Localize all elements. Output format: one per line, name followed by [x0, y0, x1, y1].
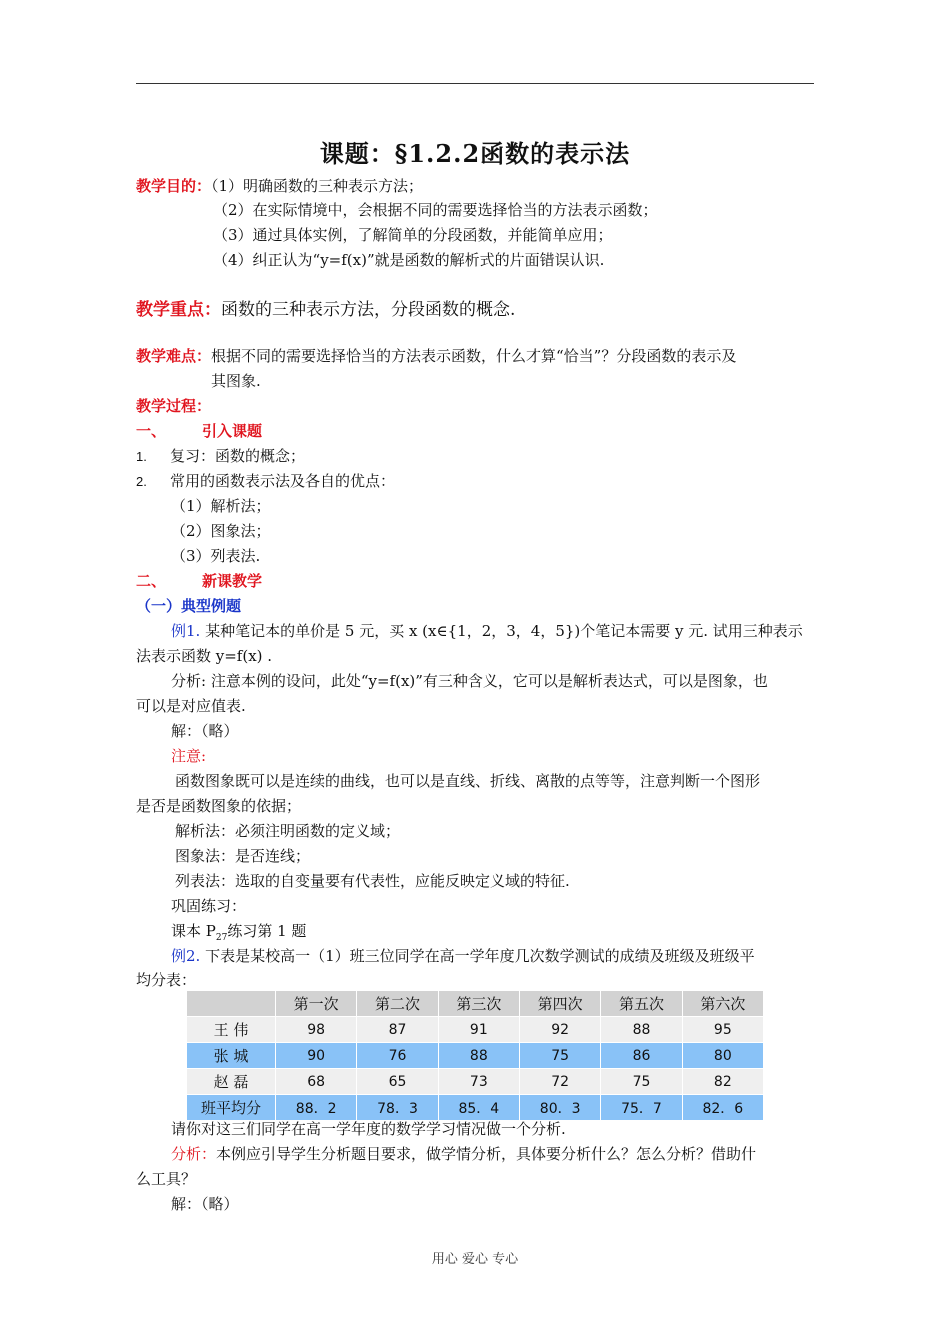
section-2-title: 新课教学	[202, 572, 263, 590]
process-label: 教学过程：	[136, 397, 212, 415]
table-cell: 80	[682, 1043, 763, 1069]
table-cell: 73	[438, 1069, 519, 1095]
list-item-text: 复习：函数的概念；	[170, 447, 306, 465]
table-cell: 75．7	[601, 1095, 682, 1121]
table-cell: 68	[276, 1069, 357, 1095]
table-cell: 88	[438, 1043, 519, 1069]
table-cell: 78．3	[357, 1095, 438, 1121]
section-1-heading	[136, 419, 816, 444]
objectives-label: 教学目的：	[136, 177, 212, 195]
difficulties-label: 教学难点：	[136, 347, 212, 365]
example-2-line-1	[171, 944, 851, 969]
objective-item: （1）明确函数的三种表示方法；	[211, 177, 424, 195]
difficulties-line-2: 其图象.	[211, 372, 261, 390]
practice-prefix: 课本 P	[171, 922, 216, 940]
table-cell: 65	[357, 1069, 438, 1095]
section-2-num: 二、	[136, 572, 167, 590]
key-points-text: 函数的三种表示方法，分段函数的概念.	[221, 300, 516, 320]
example-2-text: 下表是某校高一（1）班三位同学在高一学年度几次数学测试的成绩及班级及班级平	[205, 947, 755, 965]
table-cell: 82．6	[682, 1095, 763, 1121]
objectives-line-1	[136, 174, 816, 199]
practice-reference	[171, 919, 851, 944]
table-cell: 87	[357, 1017, 438, 1043]
example-num: 1.	[186, 622, 201, 640]
table-cell: 91	[438, 1017, 519, 1043]
section-1-title: 引入课题	[202, 422, 263, 440]
note-line-2: 是否是函数图象的依据；	[136, 797, 302, 815]
table-cell: 88	[601, 1017, 682, 1043]
table-cell: 76	[357, 1043, 438, 1069]
subsection-title: （一）典型例题	[136, 597, 242, 615]
objective-item: （2）在实际情境中，会根据不同的需要选择恰当的方法表示函数；	[213, 201, 658, 219]
after-table-text: 请你对这三们同学在高一学年度的数学学习情况做一个分析.	[171, 1120, 566, 1138]
sub-list-item: （3）列表法.	[171, 547, 261, 565]
objective-item: （3）通过具体实例，了解简单的分段函数，并能简单应用；	[213, 226, 613, 244]
table-cell: 90	[276, 1043, 357, 1069]
table-cell: 80．3	[519, 1095, 600, 1121]
analysis-text: 本例应引导学生分析题目要求，做学情分析，具体要分析什么？怎么分析？借助什	[216, 1145, 757, 1163]
table-row	[187, 1043, 764, 1069]
table-cell: 75	[519, 1043, 600, 1069]
example-num: 2.	[186, 947, 201, 965]
difficulties-line-1	[136, 344, 816, 369]
table-header-cell: 第二次	[357, 991, 438, 1017]
table-cell: 92	[519, 1017, 600, 1043]
table-header-cell: 第五次	[601, 991, 682, 1017]
sub-list-item: （2）图象法；	[171, 522, 271, 540]
practice-label: 巩固练习：	[171, 897, 247, 915]
example-1-analysis-1: 分析: 注意本例的设问，此处“y=f(x)”有三种含义，它可以是解析表达式，可以是图象，也	[171, 672, 768, 690]
header-rule	[136, 83, 814, 84]
key-points	[136, 296, 816, 324]
page-title: 课题：§1.2.2函数的表示法	[319, 139, 631, 168]
list-item	[136, 444, 816, 469]
practice-suffix: 练习第 1 题	[227, 922, 307, 940]
table-cell: 75	[601, 1069, 682, 1095]
note-line-1: 函数图象既可以是连续的曲线，也可以是直线、折线、离散的点等等，注意判断一个图形	[175, 772, 761, 790]
list-item-text: 常用的函数表示法及各自的优点：	[170, 472, 396, 490]
example-2-solution: 解：（略）	[171, 1195, 239, 1213]
table-cell: 72	[519, 1069, 600, 1095]
example-1-solution: 解：（略）	[171, 722, 239, 740]
table-row-name: 王 伟	[187, 1017, 276, 1043]
analysis-label: 分析：	[171, 1145, 217, 1163]
section-1-num: 一、	[136, 422, 167, 440]
note-graph: 图象法：是否连线；	[175, 847, 311, 865]
example-2-analysis-2: 么工具？	[136, 1170, 197, 1188]
section-2-heading	[136, 569, 816, 594]
example-1-line-1	[171, 619, 851, 644]
note-table: 列表法：选取的自变量要有代表性，应能反映定义域的特征.	[175, 872, 570, 890]
table-cell: 88．2	[276, 1095, 357, 1121]
table-header-row	[187, 991, 764, 1017]
table-header-cell: 第六次	[682, 991, 763, 1017]
table-cell: 98	[276, 1017, 357, 1043]
table-header-cell: 第四次	[519, 991, 600, 1017]
list-item	[136, 469, 816, 494]
list-item-num: 1.	[136, 449, 147, 464]
practice-page: 27	[215, 933, 228, 943]
table-cell: 82	[682, 1069, 763, 1095]
example-1-line-2: 法表示函数 y=f(x) .	[136, 647, 273, 665]
note-analytic: 解析法：必须注明函数的定义域；	[175, 822, 401, 840]
example-1-text: 某种笔记本的单价是 5 元，买 x (x∈{1，2，3，4，5})个笔记本需要 y 元. 试用三种表示	[205, 622, 803, 640]
table-cell: 86	[601, 1043, 682, 1069]
page-footer: 用心 爱心 专心	[431, 1252, 519, 1267]
key-points-label: 教学重点：	[136, 300, 221, 320]
table-header-cell: 第三次	[438, 991, 519, 1017]
table-row	[187, 1069, 764, 1095]
difficulties-text: 根据不同的需要选择恰当的方法表示函数，什么才算“恰当”？分段函数的表示及	[211, 347, 737, 365]
objective-item: （4）纠正认为“y=f(x)”就是函数的解析式的片面错误认识.	[213, 251, 605, 269]
table-row-name: 张 城	[187, 1043, 276, 1069]
table-cell: 85．4	[438, 1095, 519, 1121]
table-row-name: 赵 磊	[187, 1069, 276, 1095]
example-label: 例	[171, 622, 187, 640]
sub-list-item: （1）解析法；	[171, 497, 271, 515]
table-row-name: 班平均分	[187, 1095, 276, 1121]
table-header-cell	[187, 991, 276, 1017]
example-2-analysis-1	[171, 1142, 851, 1167]
example-2-line-2: 均分表：	[136, 971, 197, 989]
list-item-num: 2.	[136, 474, 147, 489]
table-header-cell: 第一次	[276, 991, 357, 1017]
example-1-analysis-2: 可以是对应值表.	[136, 697, 246, 715]
scores-table	[186, 990, 764, 1121]
table-row	[187, 1017, 764, 1043]
note-label: 注意:	[171, 747, 207, 765]
table-cell: 95	[682, 1017, 763, 1043]
example-label: 例	[171, 947, 187, 965]
